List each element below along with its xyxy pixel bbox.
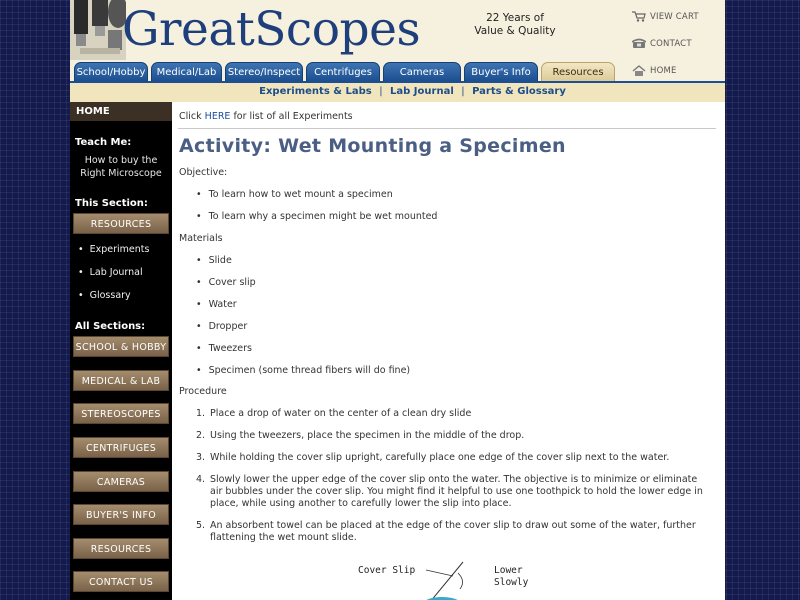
page-title: Activity: Wet Mounting a Specimen bbox=[179, 135, 566, 157]
objective-item bbox=[196, 189, 393, 200]
divider bbox=[178, 128, 716, 129]
sidebar-heading-this-section: This Section: bbox=[75, 198, 148, 209]
sidebar-medical-lab-button[interactable]: MEDICAL & LAB bbox=[73, 370, 169, 391]
step-number: 5. bbox=[196, 520, 206, 531]
subnav-parts-glossary[interactable]: Parts & Glossary bbox=[472, 86, 566, 97]
pointer-line bbox=[426, 570, 453, 576]
tab-school-hobby[interactable]: School/Hobby bbox=[74, 62, 148, 81]
material-text: Slide bbox=[208, 255, 232, 266]
click-prefix: Click bbox=[179, 111, 205, 122]
material-item bbox=[196, 321, 247, 332]
procedure-step bbox=[196, 474, 706, 510]
diagram-label-slowly: Slowly bbox=[494, 577, 529, 588]
bullet-icon: • bbox=[196, 255, 202, 266]
diagram-label-lower: Lower bbox=[494, 565, 523, 576]
cover-slip-shape bbox=[430, 562, 463, 600]
objective-text: To learn how to wet mount a specimen bbox=[208, 189, 393, 200]
cart-icon bbox=[632, 11, 646, 22]
sidebar-item-label: Glossary bbox=[89, 290, 131, 301]
tab-cameras[interactable]: Cameras bbox=[383, 62, 461, 81]
sidebar bbox=[70, 102, 172, 600]
sidebar-contact-us-button[interactable]: CONTACT US bbox=[73, 571, 169, 592]
how-to-buy-line2: Right Microscope bbox=[80, 168, 162, 179]
step-text: Using the tweezers, place the specimen in the middle of the drop. bbox=[210, 430, 525, 441]
tab-stereo-inspect[interactable]: Stereo/Inspect bbox=[225, 62, 303, 81]
step-number: 2. bbox=[196, 430, 206, 441]
objective-item bbox=[196, 211, 437, 222]
phone-icon bbox=[632, 38, 646, 49]
tab-resources[interactable]: Resources bbox=[541, 62, 615, 81]
site-logo[interactable]: GreatScopes bbox=[122, 2, 421, 57]
tab-centrifuges[interactable]: Centrifuges bbox=[306, 62, 380, 81]
step-number: 3. bbox=[196, 452, 206, 463]
page bbox=[70, 0, 725, 600]
material-item bbox=[196, 255, 232, 266]
diagram-label-cover-slip: Cover Slip bbox=[358, 565, 416, 576]
home-link[interactable] bbox=[632, 65, 677, 76]
microscope-objectives-image bbox=[70, 0, 126, 60]
bullet-icon: • bbox=[196, 277, 202, 288]
tab-medical-lab[interactable]: Medical/Lab bbox=[151, 62, 222, 81]
contact-link[interactable] bbox=[632, 38, 692, 49]
sidebar-item-experiments[interactable] bbox=[78, 244, 149, 255]
step-text: Place a drop of water on the center of a clean dry slide bbox=[210, 408, 472, 419]
procedure-step bbox=[196, 408, 706, 420]
tab-buyers-info[interactable]: Buyer's Info bbox=[464, 62, 538, 81]
sidebar-heading-teach-me: Teach Me: bbox=[75, 137, 132, 148]
material-text: Specimen (some thread fibers will do fine) bbox=[208, 365, 411, 376]
procedure-step bbox=[196, 452, 706, 464]
contact-label: CONTACT bbox=[650, 38, 692, 49]
home-icon bbox=[632, 65, 646, 76]
objective-text: To learn why a specimen might be wet mounted bbox=[208, 211, 438, 222]
home-label: HOME bbox=[650, 65, 677, 76]
objective-label: Objective: bbox=[179, 167, 228, 178]
bullet-icon: • bbox=[78, 244, 84, 255]
sidebar-stereoscopes-button[interactable]: STEREOSCOPES bbox=[73, 403, 169, 424]
material-text: Cover slip bbox=[208, 277, 256, 288]
sidebar-how-to-buy-link[interactable] bbox=[70, 154, 172, 180]
lower-arrow-icon bbox=[458, 573, 463, 589]
step-text: While holding the cover slip upright, carefully place one edge of the cover slip next to the water. bbox=[210, 452, 670, 463]
step-number: 4. bbox=[196, 474, 206, 485]
how-to-buy-line1: How to buy the bbox=[84, 155, 158, 166]
procedure-step bbox=[196, 520, 706, 544]
material-text: Water bbox=[208, 299, 237, 310]
sidebar-home-button[interactable]: HOME bbox=[70, 102, 172, 121]
bullet-icon: • bbox=[78, 290, 84, 301]
main-content bbox=[178, 102, 718, 600]
bullet-icon: • bbox=[196, 365, 202, 376]
wet-mount-diagram bbox=[348, 557, 568, 600]
tagline-line2: Value & Quality bbox=[474, 25, 556, 37]
bullet-icon: • bbox=[196, 299, 202, 310]
material-item bbox=[196, 365, 410, 376]
materials-label: Materials bbox=[179, 233, 223, 244]
procedure-step bbox=[196, 430, 706, 442]
site-header bbox=[70, 0, 725, 62]
tagline bbox=[455, 12, 575, 38]
sidebar-cameras-button[interactable]: CAMERAS bbox=[73, 471, 169, 492]
material-item bbox=[196, 299, 237, 310]
procedure-label: Procedure bbox=[179, 386, 227, 397]
bullet-icon: • bbox=[196, 189, 202, 200]
view-cart-label: VIEW CART bbox=[650, 11, 699, 22]
sidebar-resources-button[interactable]: RESOURCES bbox=[73, 538, 169, 559]
subnav-separator: | bbox=[461, 86, 465, 97]
subnav-experiments-labs[interactable]: Experiments & Labs bbox=[259, 86, 372, 97]
experiments-list-line bbox=[179, 111, 353, 122]
sidebar-item-label: Experiments bbox=[89, 244, 150, 255]
bullet-icon: • bbox=[196, 211, 202, 222]
material-item bbox=[196, 343, 252, 354]
sidebar-buyers-info-button[interactable]: BUYER'S INFO bbox=[73, 504, 169, 525]
sidebar-item-lab-journal[interactable] bbox=[78, 267, 143, 278]
sidebar-centrifuges-button[interactable]: CENTRIFUGES bbox=[73, 437, 169, 458]
step-text: An absorbent towel can be placed at the edge of the cover slip to draw out some of the water, further flattening the wet mount slide. bbox=[210, 520, 696, 543]
here-link[interactable]: HERE bbox=[204, 111, 231, 122]
material-text: Dropper bbox=[208, 321, 248, 332]
step-text: Slowly lower the upper edge of the cover slip onto the water. The objective is to minimize or eliminate air bubbles under the cover slip. You might find it helpful to use one toothpick to hold the lower edge in place, while using another to carefully lower the slip into place. bbox=[210, 474, 703, 509]
sidebar-item-glossary[interactable] bbox=[78, 290, 131, 301]
bullet-icon: • bbox=[196, 321, 202, 332]
view-cart-link[interactable] bbox=[632, 11, 699, 22]
sidebar-school-hobby-button[interactable]: SCHOOL & HOBBY bbox=[73, 336, 169, 357]
subnav-lab-journal[interactable]: Lab Journal bbox=[390, 86, 454, 97]
main-tabs bbox=[70, 62, 725, 81]
subnav-separator: | bbox=[379, 86, 383, 97]
sidebar-heading-all-sections: All Sections: bbox=[75, 321, 146, 332]
click-suffix: for list of all Experiments bbox=[230, 111, 353, 122]
material-item bbox=[196, 277, 256, 288]
section-subnav bbox=[70, 81, 725, 102]
tagline-line1: 22 Years of bbox=[486, 12, 544, 24]
step-number: 1. bbox=[196, 408, 206, 419]
sidebar-resources-current[interactable]: RESOURCES bbox=[73, 213, 169, 234]
sidebar-item-label: Lab Journal bbox=[89, 267, 143, 278]
bullet-icon: • bbox=[196, 343, 202, 354]
material-text: Tweezers bbox=[208, 343, 252, 354]
bullet-icon: • bbox=[78, 267, 84, 278]
